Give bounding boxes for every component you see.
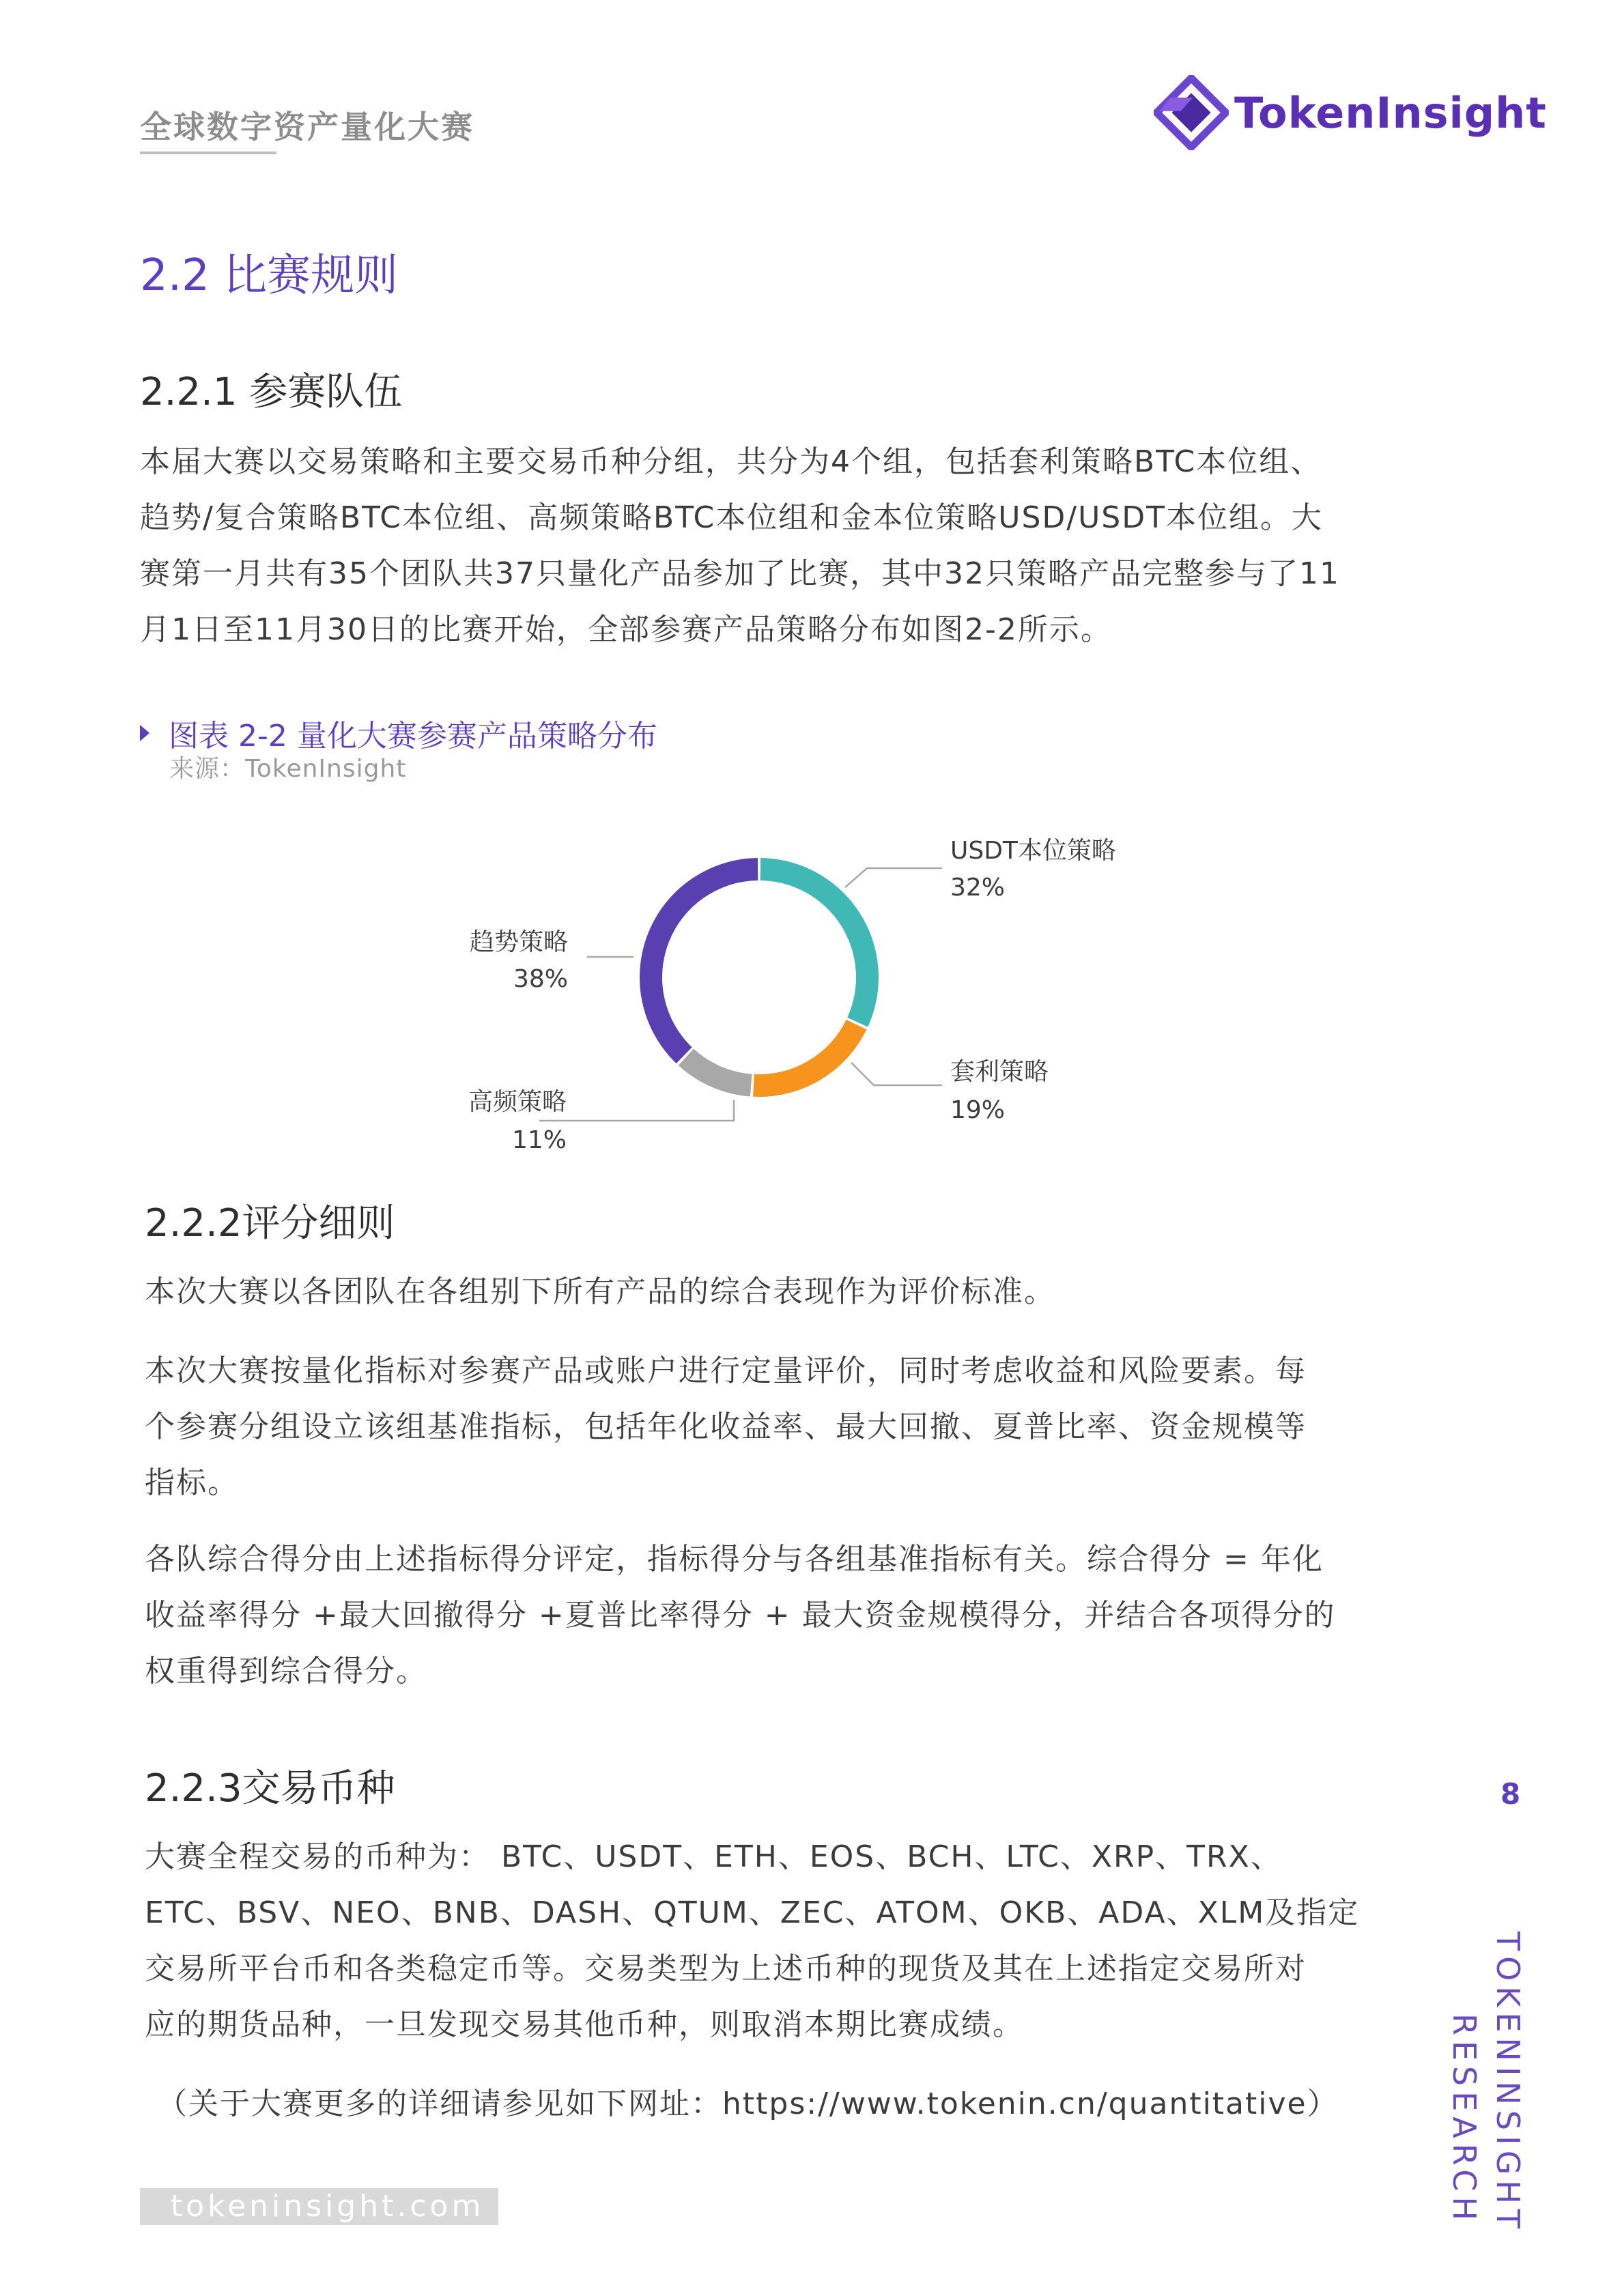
header-divider xyxy=(140,152,276,154)
paragraph-scoring-2 xyxy=(145,1343,1307,1511)
slice-label-trend: 趋势策略 xyxy=(469,928,568,956)
text-line: 交易所平台币和各类稳定币等。交易类型为上述币种的现货及其在上述指定交易所对 xyxy=(145,1951,1307,1986)
paragraph-scoring-3 xyxy=(145,1532,1336,1699)
slice-value-arbitrage: 19% xyxy=(950,1096,1006,1124)
section-title: 2.2 比赛规则 xyxy=(140,250,399,301)
brand-name: TokenInsight xyxy=(1234,87,1547,138)
slice-value-usdt: 32% xyxy=(950,874,1006,902)
paragraph-scoring-1 xyxy=(145,1264,1055,1320)
text-line: 收益率得分 +最大回撤得分 +夏普比率得分 + 最大资金规模得分，并结合各项得分的 xyxy=(145,1598,1336,1633)
slice-label-hft: 高频策略 xyxy=(468,1088,567,1116)
slice-value-trend: 38% xyxy=(513,965,568,993)
subsection-title-coins: 2.2.3交易币种 xyxy=(145,1766,395,1811)
text-line: 本次大赛按量化指标对参赛产品或账户进行定量评价，同时考虑收益和风险要素。每 xyxy=(145,1353,1307,1388)
side-label-tokeninsight: TOKENINSIGHT xyxy=(1490,1932,1526,2235)
slice-label-usdt: USDT本位策略 xyxy=(950,837,1116,865)
more-info-note: （关于大赛更多的详细请参见如下网址：https://www.tokenin.cn/quantitative） xyxy=(157,2086,1339,2121)
text-line: 各队综合得分由上述指标得分评定，指标得分与各组基准指标有关。综合得分 = 年化 xyxy=(145,1542,1324,1577)
tokeninsight-logo-icon xyxy=(1154,75,1229,150)
text-line: 赛第一月共有35个团队共37只量化产品参加了比赛，其中32只策略产品完整参与了11 xyxy=(140,556,1340,591)
slice-trend xyxy=(640,858,758,1063)
figure-caption xyxy=(140,711,657,755)
figure-source: 来源：TokenInsight xyxy=(169,755,407,783)
subsection-title-scoring: 2.2.2评分细则 xyxy=(145,1201,395,1246)
text-line: 大赛全程交易的币种为： BTC、USDT、ETH、EOS、BCH、LTC、XRP、TRX、 xyxy=(145,1839,1282,1874)
text-line: ETC、BSV、NEO、BNB、DASH、QTUM、ZEC、ATOM、OKB、ADA、XLM及指定 xyxy=(145,1895,1360,1930)
slice-arbitrage xyxy=(753,1020,866,1097)
header-title: 全球数字资产量化大赛 xyxy=(140,109,474,145)
text-line: 趋势/复合策略BTC本位组、高频策略BTC本位组和金本位策略USD/USDT本位组。大 xyxy=(140,500,1323,535)
text-line: 个参赛分组设立该组基准指标，包括年化收益率、最大回撤、夏普比率、资金规模等 xyxy=(145,1409,1307,1444)
leader-line-arbitrage xyxy=(851,1063,942,1085)
slice-value-hft: 11% xyxy=(511,1126,567,1154)
leader-line-usdt xyxy=(845,868,942,887)
brand-logo xyxy=(1154,75,1547,150)
text-line: 月1日至11月30日的比赛开始，全部参赛产品策略分布如图2-2所示。 xyxy=(140,612,1112,647)
figure-caption-text: 图表 2-2 量化大赛参赛产品策略分布 xyxy=(169,719,657,754)
slice-hft xyxy=(679,1049,752,1097)
side-label-research: RESEARCH xyxy=(1446,2013,1483,2226)
text-line: 本届大赛以交易策略和主要交易币种分组，共分为4个组，包括套利策略BTC本位组、 xyxy=(140,444,1322,479)
footer-site: tokeninsight.com xyxy=(171,2189,485,2224)
page-number: 8 xyxy=(1500,1777,1521,1811)
paragraph-coins xyxy=(145,1829,1359,2053)
text-line: 权重得到综合得分。 xyxy=(145,1654,427,1689)
caption-triangle-icon xyxy=(140,725,150,741)
text-line: 本次大赛以各团队在各组别下所有产品的综合表现作为评价标准。 xyxy=(145,1274,1055,1309)
slice-usdt xyxy=(760,858,879,1027)
text-line: 应的期货品种，一旦发现交易其他币种，则取消本期比赛成绩。 xyxy=(145,2007,1024,2042)
text-line: 指标。 xyxy=(145,1465,239,1500)
slice-label-arbitrage: 套利策略 xyxy=(950,1058,1049,1086)
leader-line-hft xyxy=(539,1100,734,1121)
paragraph-teams xyxy=(140,434,1340,658)
subsection-title-teams: 2.2.1 参赛队伍 xyxy=(140,370,403,414)
